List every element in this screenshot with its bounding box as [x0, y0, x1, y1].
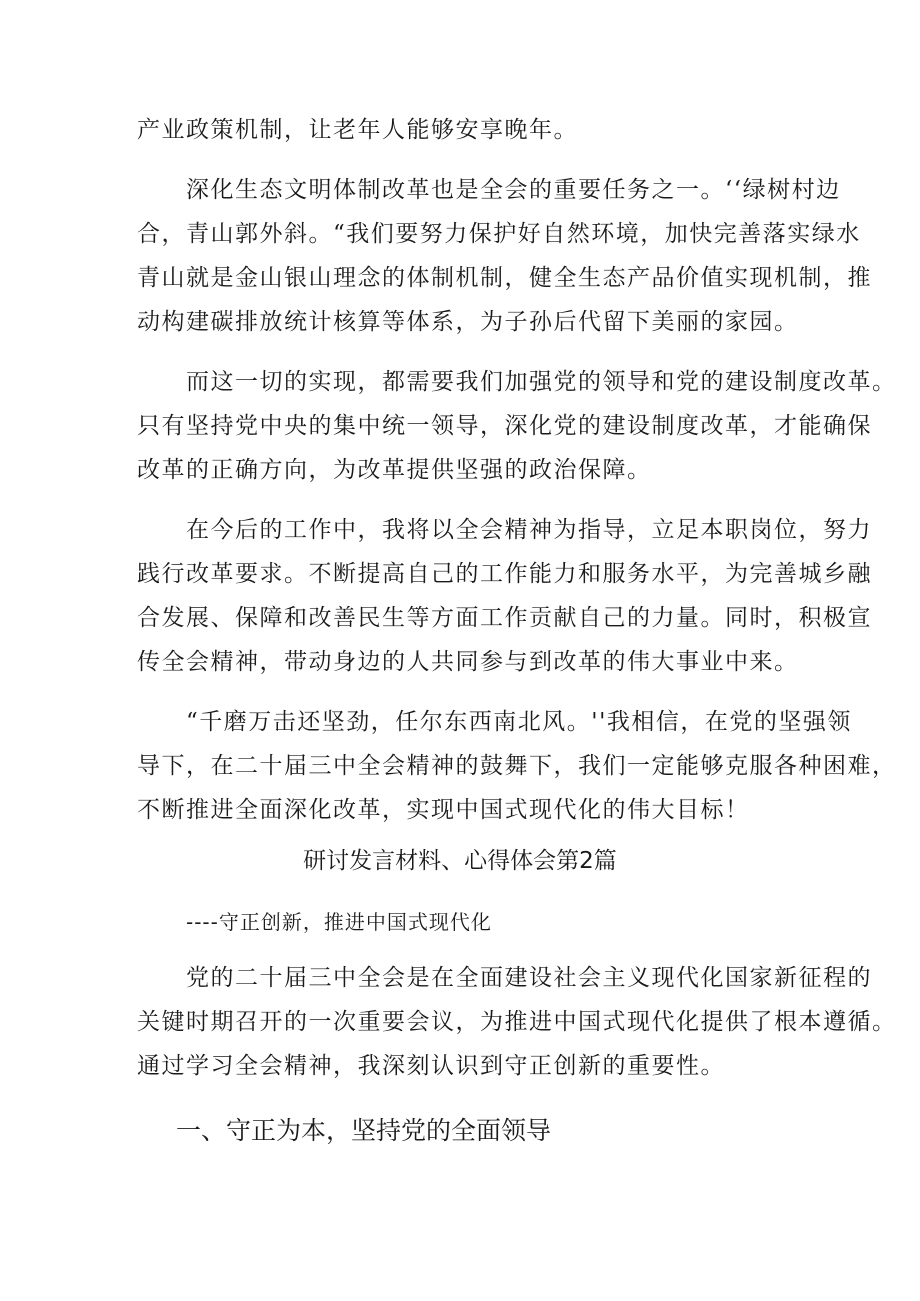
paragraph-line: 青山就是金山银山理念的体制机制，健全生态产品价值实现机制，推	[137, 265, 872, 291]
article-subtitle: ----守正创新，推进中国式现代化	[186, 910, 492, 934]
paragraph-line: 产业政策机制，让老年人能够安享晚年。	[137, 117, 578, 143]
paragraph-line: 而这一切的实现，都需要我们加强党的领导和党的建设制度改革。	[186, 369, 897, 395]
paragraph-line: 改革的正确方向，为改革提供坚强的政治保障。	[137, 457, 652, 483]
paragraph-line: 深化生态文明体制改革也是全会的重要任务之一。‘‘绿树村边	[186, 177, 841, 203]
intro-line: 党的二十届三中全会是在全面建设社会主义现代化国家新征程的	[186, 965, 872, 991]
paragraph-line: 践行改革要求。不断提高自己的工作能力和服务水平，为完善城乡融	[137, 561, 872, 587]
intro-line: 通过学习全会精神，我深刻认识到守正创新的重要性。	[137, 1053, 725, 1079]
paragraph-line: 合，青山郭外斜。“我们要努力保护好自然环境，加快完善落实绿水	[137, 221, 861, 247]
section-heading: 一、守正为本，坚持党的全面领导	[176, 1116, 552, 1145]
paragraph-line: 合发展、保障和改善民生等方面工作贡献自己的力量。同时，积极宣	[137, 605, 872, 631]
paragraph-line: “千磨万击还坚劲，任尔东西南北风。''我相信，在党的坚强领	[186, 709, 852, 735]
paragraph-line: 只有坚持党中央的集中统一领导，深化党的建设制度改革，才能确保	[137, 413, 872, 439]
paragraph-line: 导下，在二十届三中全会精神的鼓舞下，我们一定能够克服各种困难，	[137, 753, 897, 779]
paragraph-line: 在今后的工作中，我将以全会精神为指导，立足本职岗位，努力	[186, 517, 872, 543]
article-title: 研讨发言材料、心得体会第2篇	[303, 848, 617, 874]
paragraph-line: 传全会精神，带动身边的人共同参与到改革的伟大事业中来。	[137, 649, 799, 675]
intro-line: 关键时期召开的一次重要会议，为推进中国式现代化提供了根本遵循。	[137, 1009, 897, 1035]
paragraph-line: 不断推进全面深化改革，实现中国式现代化的伟大目标！	[137, 797, 750, 823]
paragraph-line: 动构建碳排放统计核算等体系，为子孙后代留下美丽的家园。	[137, 309, 799, 335]
